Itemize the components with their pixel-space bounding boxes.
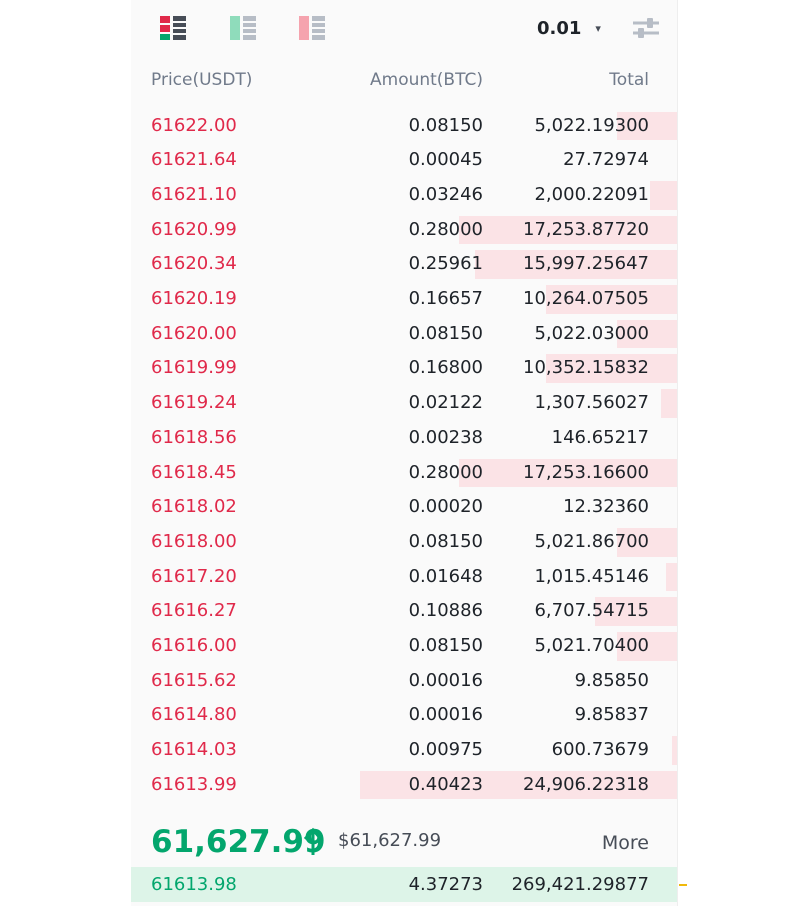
ask-price: 61614.03 xyxy=(151,739,237,761)
ask-price: 61616.27 xyxy=(151,600,237,622)
ask-amount: 0.03246 xyxy=(408,183,483,205)
precision-value: 0.01 xyxy=(537,17,582,39)
ask-total: 17,253.87720 xyxy=(523,218,649,240)
more-link[interactable]: More xyxy=(601,832,649,854)
order-book-buy-only-icon[interactable] xyxy=(228,14,260,42)
ask-price: 61618.45 xyxy=(151,461,237,483)
ask-row[interactable] xyxy=(131,768,677,803)
depth-bar xyxy=(650,181,677,210)
ask-amount: 0.08150 xyxy=(408,114,483,136)
ask-total: 5,021.86700 xyxy=(534,530,649,552)
order-book-sell-only-icon[interactable] xyxy=(297,14,329,42)
ask-price: 61614.80 xyxy=(151,704,237,726)
bid-amount: 4.37273 xyxy=(408,874,483,895)
ask-amount: 0.08150 xyxy=(408,322,483,344)
ask-total: 1,015.45146 xyxy=(534,565,649,587)
ask-total: 5,022.19300 xyxy=(534,114,649,136)
ask-total: 10,352.15832 xyxy=(523,357,649,379)
ask-price: 61620.34 xyxy=(151,253,237,275)
ask-total: 5,022.03000 xyxy=(534,322,649,344)
ask-price: 61619.99 xyxy=(151,357,237,379)
bid-row[interactable] xyxy=(131,867,677,902)
ask-row[interactable] xyxy=(131,733,677,768)
ask-row[interactable] xyxy=(131,698,677,733)
ask-price: 61621.10 xyxy=(151,183,237,205)
ask-row[interactable] xyxy=(131,351,677,386)
depth-bar xyxy=(666,563,677,592)
ask-amount: 0.00016 xyxy=(408,704,483,726)
ask-amount: 0.16657 xyxy=(408,288,483,309)
order-book-both-icon[interactable] xyxy=(158,14,190,42)
ask-row[interactable] xyxy=(131,317,677,352)
ask-total: 27.72974 xyxy=(563,149,649,171)
ask-total: 9.85850 xyxy=(574,669,649,691)
sliders-icon[interactable] xyxy=(630,14,662,42)
ask-total: 12.32360 xyxy=(563,496,649,518)
ask-total: 6,707.54715 xyxy=(534,600,649,622)
column-header-price: Price(USDT) xyxy=(151,70,253,90)
last-price: 61,627.99 xyxy=(151,824,326,860)
ask-total: 1,307.56027 xyxy=(534,392,649,414)
column-header-total: Total xyxy=(609,70,649,90)
ask-amount: 0.00020 xyxy=(408,496,483,518)
bid-price: 61613.98 xyxy=(151,874,237,895)
ask-price: 61618.00 xyxy=(151,530,237,552)
ask-amount: 0.00238 xyxy=(408,426,483,448)
ask-amount: 0.10886 xyxy=(408,600,483,622)
ask-row[interactable] xyxy=(131,664,677,699)
bid-total: 269,421.29877 xyxy=(511,874,649,895)
ask-price: 61620.99 xyxy=(151,218,237,240)
ask-row[interactable] xyxy=(131,247,677,282)
ask-total: 9.85837 xyxy=(574,704,649,726)
panel-divider xyxy=(677,0,678,906)
ask-total: 146.65217 xyxy=(551,426,649,448)
ask-price: 61620.19 xyxy=(151,288,237,309)
chevron-down-icon: ▾ xyxy=(595,21,601,35)
ask-price: 61618.56 xyxy=(151,426,237,448)
ask-row[interactable] xyxy=(131,421,677,456)
ask-row[interactable] xyxy=(131,282,677,317)
ask-amount: 0.01648 xyxy=(408,565,483,587)
ask-total: 17,253.16600 xyxy=(523,461,649,483)
ask-amount: 0.02122 xyxy=(408,392,483,414)
ask-price: 61622.00 xyxy=(151,114,237,136)
ask-price: 61613.99 xyxy=(151,773,237,795)
ask-row[interactable] xyxy=(131,525,677,560)
ask-amount: 0.08150 xyxy=(408,635,483,656)
edge-marker xyxy=(679,884,687,886)
ask-amount: 0.28000 xyxy=(408,461,483,483)
column-header-amount: Amount(BTC) xyxy=(370,70,483,90)
ask-amount: 0.28000 xyxy=(408,218,483,240)
ask-row[interactable] xyxy=(131,386,677,421)
ask-row[interactable] xyxy=(131,178,677,213)
arrow-up-icon xyxy=(302,826,324,858)
ask-row[interactable] xyxy=(131,560,677,595)
last-price-usd: $61,627.99 xyxy=(338,830,442,851)
ask-amount: 0.00975 xyxy=(408,739,483,761)
ask-amount: 0.40423 xyxy=(408,773,483,795)
ask-amount: 0.00045 xyxy=(408,149,483,171)
ask-row[interactable] xyxy=(131,143,677,178)
ask-total: 24,906.22318 xyxy=(523,773,649,795)
ask-row[interactable] xyxy=(131,213,677,248)
ask-row[interactable] xyxy=(131,490,677,525)
ask-row[interactable] xyxy=(131,629,677,664)
ask-total: 15,997.25647 xyxy=(523,253,649,275)
depth-bar xyxy=(672,736,677,765)
ask-amount: 0.25961 xyxy=(408,253,483,275)
ask-total: 600.73679 xyxy=(551,739,649,761)
ask-amount: 0.16800 xyxy=(408,357,483,379)
ask-price: 61618.02 xyxy=(151,496,237,518)
ask-row[interactable] xyxy=(131,456,677,491)
ask-price: 61619.24 xyxy=(151,392,237,414)
ask-amount: 0.08150 xyxy=(408,530,483,552)
ask-total: 2,000.22091 xyxy=(534,183,649,205)
precision-dropdown[interactable] xyxy=(537,16,601,40)
ask-price: 61617.20 xyxy=(151,565,237,587)
ask-row[interactable] xyxy=(131,109,677,144)
ask-amount: 0.00016 xyxy=(408,669,483,691)
ask-price: 61621.64 xyxy=(151,149,237,171)
depth-bar xyxy=(661,389,677,418)
ask-row[interactable] xyxy=(131,594,677,629)
ask-total: 10,264.07505 xyxy=(523,288,649,309)
ask-price: 61620.00 xyxy=(151,322,237,344)
ask-price: 61615.62 xyxy=(151,669,237,691)
ask-price: 61616.00 xyxy=(151,635,237,656)
ask-total: 5,021.70400 xyxy=(534,635,649,656)
